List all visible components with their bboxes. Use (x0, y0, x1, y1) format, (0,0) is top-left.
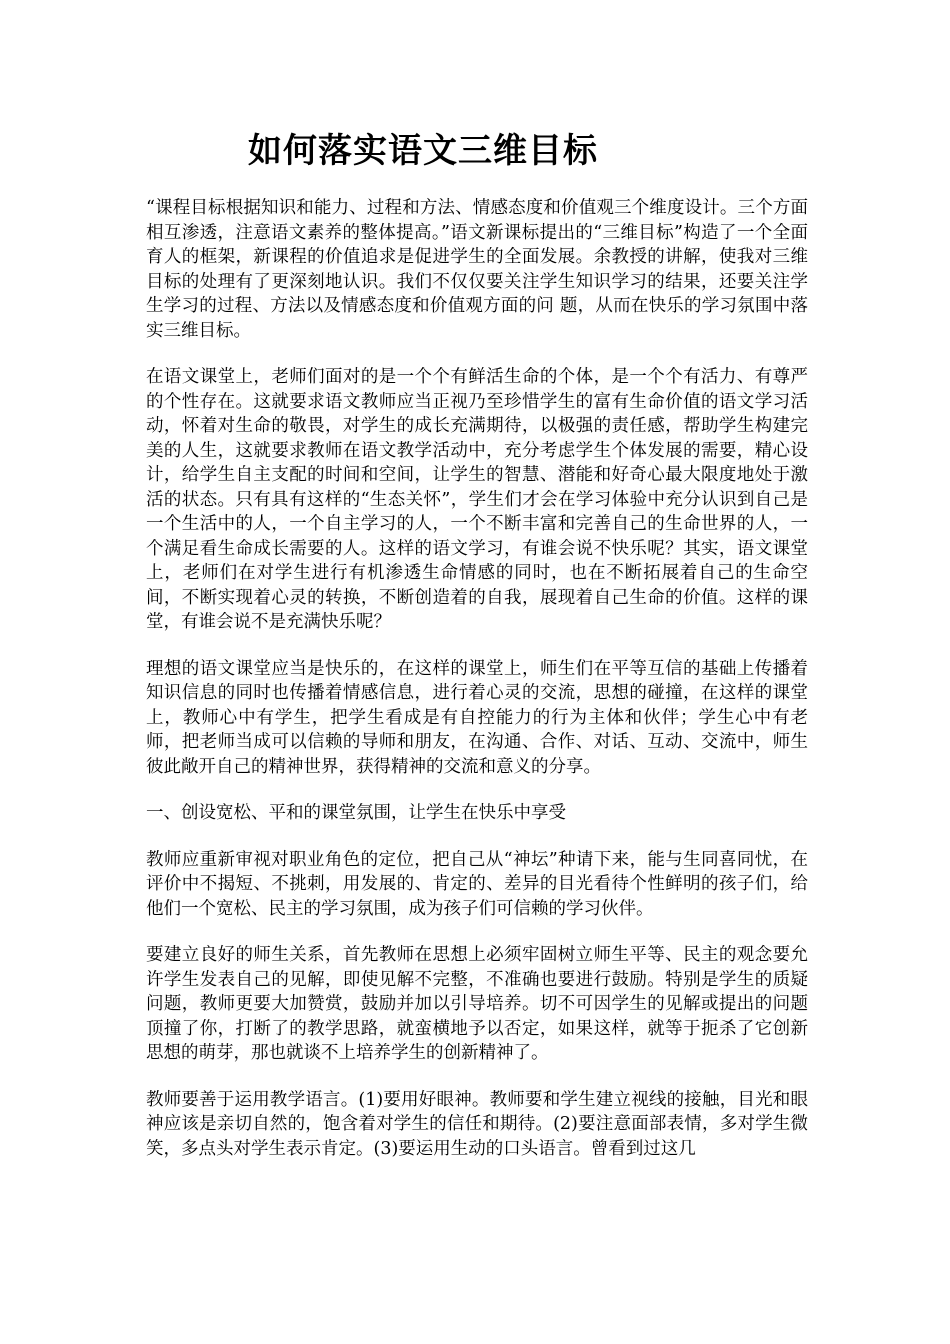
paragraph-teacher-student-relationship: 要建立良好的师生关系，首先教师在思想上必须牢固树立师生平等、民主的观念要允许学生发表自己的见解，即使见解不完整，不准确也要进行鼓励。特别是学生的质疑问题，教师更要大加赞赏，鼓励并加以引导培养。切不可因学生的见解或提出的问题顶撞了你，打断了的教学思路，就蛮横地予以否定，如果这样，就等于扼杀了它创新思想的萌芽，那也就谈不上培养学生的创新精神了。 (146, 945, 808, 1063)
paragraph-classroom-life: 在语文课堂上，老师们面对的是一个个有鲜活生命的个体，是一个个有活力、有尊严的个性存在。这就要求语文教师应当正视乃至珍惜学生的富有生命价值的语文学习活动，怀着对生命的敬畏，对学生的成长充满期待，以极强的责任感，帮助学生构建完美的人生，这就要求教师在语文教学活动中，充分考虑学生个体发展的需要，精心设计，给学生自主支配的时间和空间，让学生的智慧、潜能和好奇心最大限度地处于激活的状态。只有具有这样的“生态关怀”，学生们才会在学习体验中充分认识到自己是一个生活中的人，一个自主学习的人，一个不断丰富和完善自己的生命世界的人，一个满足看生命成长需要的人。这样的语文学习，有谁会说不快乐呢？其实，语文课堂上，老师们在对学生进行有机渗透生命情感的同时，也在不断拓展着自己的生命空间，不断实现着心灵的转换，不断创造着的自我，展现着自己生命的价值。这样的课堂，有谁会说不是充满快乐呢？ (146, 367, 808, 632)
section-heading: 一、创设宽松、平和的课堂氛围，让学生在快乐中享受 (146, 803, 566, 823)
paragraph-ideal-classroom: 理想的语文课堂应当是快乐的，在这样的课堂上，师生们在平等互信的基础上传播着知识信息的同时也传播着情感信息，进行着心灵的交流，思想的碰撞，在这样的课堂上，教师心中有学生，把学生看成是有自控能力的行为主体和伙伴；学生心中有老师，把老师当成可以信赖的导师和朋友，在沟通、合作、对话、互动、交流中，师生彼此敞开自己的精神世界，获得精神的交流和意义的分享。 (146, 658, 808, 777)
document-title: 如何落实语文三维目标 (248, 131, 598, 171)
paragraph-intro: “课程目标根据知识和能力、过程和方法、情感态度和价值观三个维度设计。三个方面相互渗透，注意语文素养的整体提高。”语文新课标提出的“三维目标”构造了一个全面育人的框架，新课程的价值追求是促进学生的全面发展。余教授的讲解，使我对三维目标的处理有了更深刻地认识。我们不仅仅要关注学生知识学习的结果，还要关注学生学习的过程、方法以及情感态度和价值观方面的问 题，从而在快乐的学习氛围中落实三维目标。 (146, 198, 808, 341)
document-body (146, 196, 808, 1183)
paragraph-teacher-role: 教师应重新审视对职业角色的定位，把自己从“神坛”种请下来，能与生同喜同忧，在评价中不揭短、不挑刺，用发展的、肯定的、差异的目光看待个性鲜明的孩子们，给他们一个宽松、民主的学习氛围，成为孩子们可信赖的学习伙伴。 (146, 849, 808, 919)
paragraph-teaching-language: 教师要善于运用教学语言。(1)要用好眼神。教师要和学生建立视线的接触，目光和眼神应该是亲切自然的，饱含着对学生的信任和期待。(2)要注意面部表情，多对学生微笑，多点头对学生表示肯定。(3)要运用生动的口头语言。曾看到过这几 (146, 1089, 808, 1159)
